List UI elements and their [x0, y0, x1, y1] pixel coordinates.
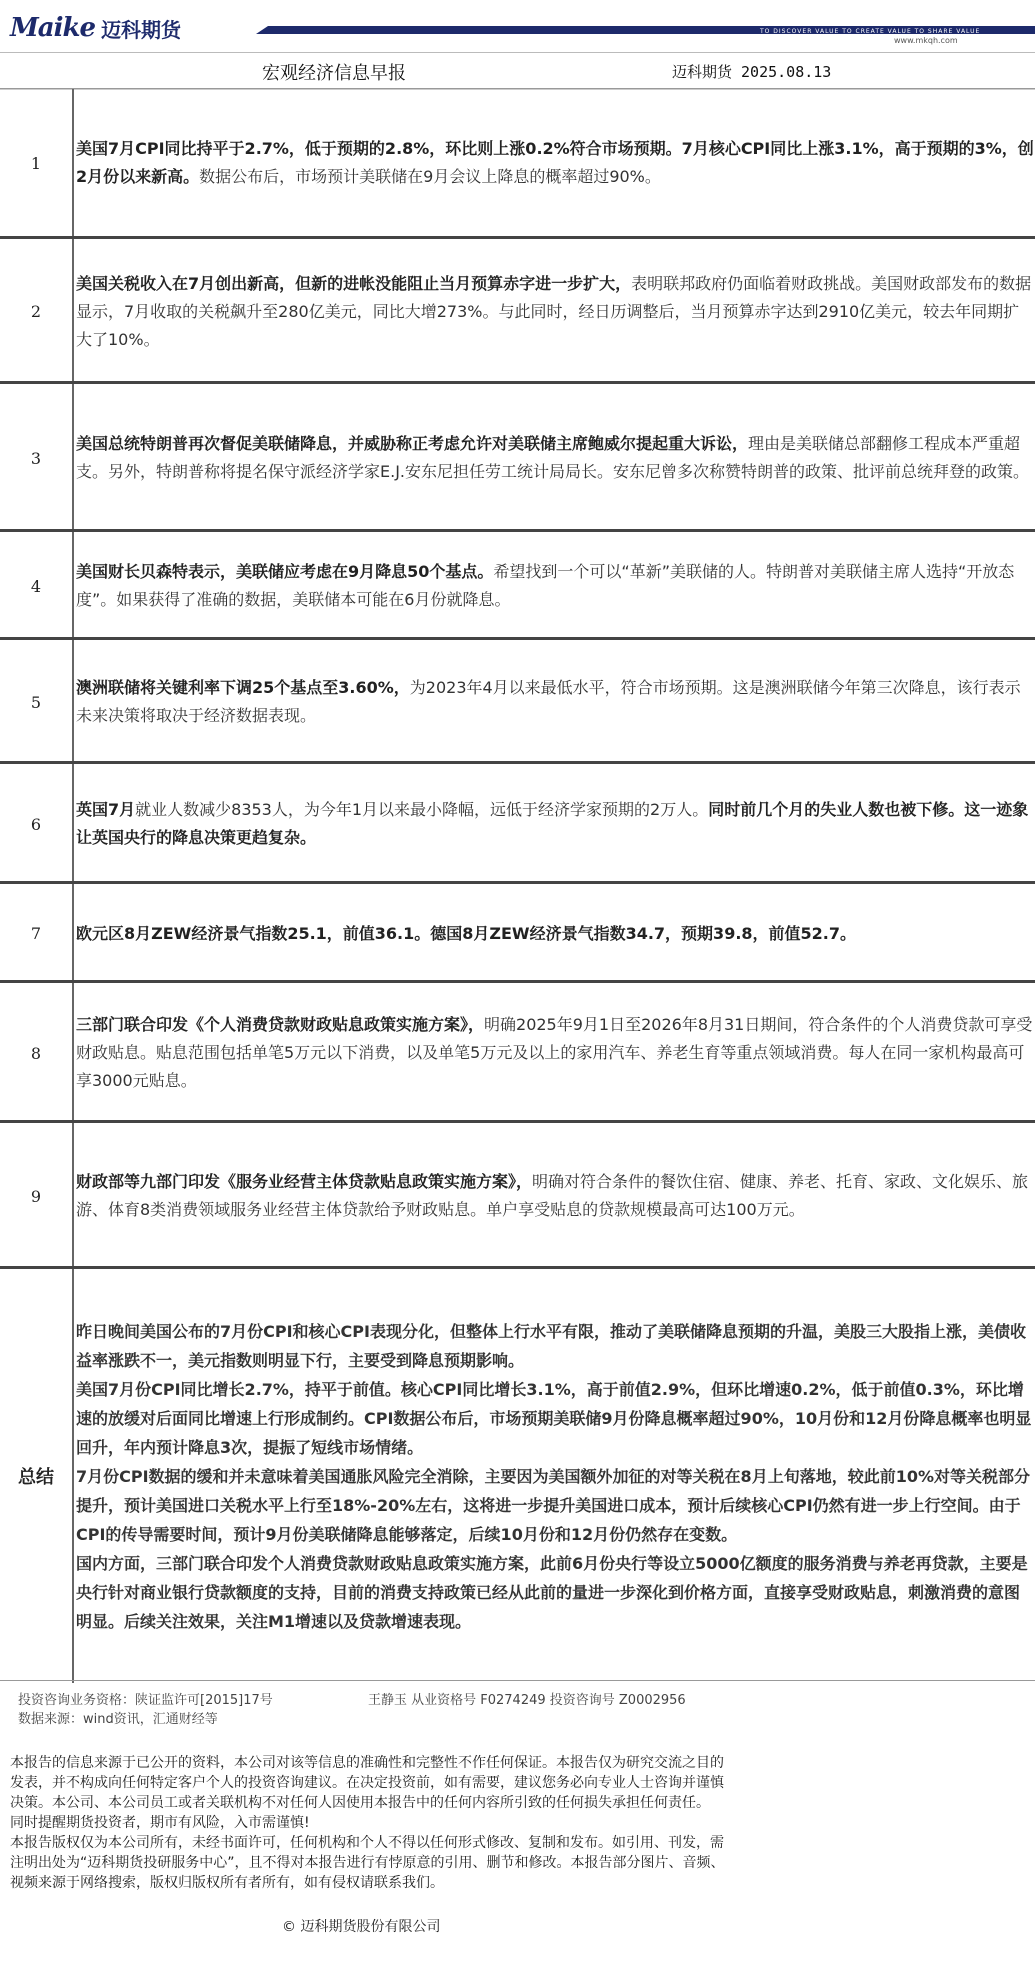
row-text: 数据公布后，市场预计美联储在9月会议上降息的概率超过90%。 [199, 167, 661, 186]
row-number: 5 [0, 640, 74, 764]
row-content [74, 89, 1035, 237]
summary-paragraph: 昨日晚间美国公布的7月份CPI和核心CPI表现分化，但整体上行水平有限，推动了美联储降息预期的升温，美股三大股指上涨，美债收益率涨跌不一，美元指数则明显下行，主要受到降息预期影响。 [76, 1321, 1026, 1370]
row-headline-2: 同时前几个月的失业人数也被下修。这一迹象让英国央行的降息决策更趋复杂。 [76, 800, 1029, 847]
row-content [74, 884, 1035, 983]
risk-warning: 同时提醒期货投资者，期市有风险，入市需谨慎! [10, 1815, 310, 1831]
row-headline: 美国关税收入在7月创出新高，但新的进帐没能阻止当月预算赤字进一步扩大， [76, 273, 632, 293]
table-row [0, 236, 1035, 384]
row-headline: 美国财长贝森特表示，美联储应考虑在9月降息50个基点。 [76, 562, 494, 581]
row-headline: 三部门联合印发《个人消费贷款财政贴息政策实施方案》， [76, 1015, 485, 1034]
row-content [74, 532, 1035, 640]
row-number: 2 [0, 239, 74, 384]
header-slogan: TO DISCOVER VALUE TO CREATE VALUE TO SHARE VALUE [760, 28, 981, 35]
row-content [74, 384, 1035, 532]
row-content [74, 640, 1035, 764]
table-row [0, 529, 1035, 640]
row-headline: 英国7月 [76, 800, 136, 819]
disclaimer-paragraph: 本报告的信息来源于已公开的资料，本公司对该等信息的准确性和完整性不作任何保证。本报告仅为研究交流之目的发表，并不构成向任何特定客户个人的投资咨询建议。在决定投资前，如有需要，建议您务必向专业人士咨询并谨慎决策。本公司、本公司员工或者关联机构不对任何人因使用本报告中的任何内容所引致的任何损失承担任何责任。 [10, 1755, 724, 1811]
row-content [74, 983, 1035, 1123]
summary-paragraph: 国内方面，三部门联合印发个人消费贷款财政贴息政策实施方案，此前6月份央行等设立5000亿额度的服务消费与养老再贷款，主要是央行针对商业银行贷款额度的支持，目前的消费支持政策已经从此前的量进一步深化到价格方面，直接享受财政贴息，刺激消费的意图明显。后续关注效果，关注M1增速以及贷款增速表现。 [76, 1553, 1028, 1631]
summary-paragraph: 7月份CPI数据的缓和并未意味着美国通胀风险完全消除，主要因为美国额外加征的对等关税在8月上旬落地，较此前10%对等关税部分提升，预计美国进口关税水平上行至18%-20%左右，这将进一步提升美国进口成本，预计后续核心CPI仍然有进一步上行空间。由于CPI的传导需要时间，预计9月份美联储降息能够落定，后续10月份和12月份仍然存在变数。 [76, 1466, 1030, 1544]
qualification-text: 投资咨询业务资格：陕证监许可[2015]17号 [18, 1693, 273, 1708]
row-headline: 美国总统特朗普再次督促美联储降息，并威胁称正考虑允许对美联储主席鲍威尔提起重大诉讼， [76, 434, 749, 453]
row-text: 希望找到一个可以“革新”美联储的人。特朗普对美联储主席人选持“开放态度”。如果获得了准确的数据，美联储本可能在6月份就降息。 [76, 562, 1015, 609]
summary-paragraph: 美国7月份CPI同比增长2.7%，持平于前值。核心CPI同比增长3.1%，高于前值2.9%，但环比增速0.2%，低于前值0.3%，环比增速的放缓对后面同比增速上行形成制约。CPI数据公布后，市场预期美联储9月份降息概率超过90%，10月份和12月份降息概率也明显回升，年内预计降息3次，提振了短线市场情绪。 [76, 1379, 1032, 1457]
report-date: 迈科期货 2025.08.13 [672, 63, 832, 81]
copyright-notice: 本报告版权仅为本公司所有，未经书面许可，任何机构和个人不得以任何形式修改、复制和发布。如引用、刊发，需注明出处为“迈科期货投研服务中心”，且不得对本报告进行有悖原意的引用、删节和修改。本报告部分图片、音频、视频来源于网络搜索，版权归版权所有者所有，如有侵权请联系我们。 [10, 1835, 725, 1891]
row-number: 6 [0, 764, 74, 884]
row-number: 9 [0, 1123, 74, 1269]
row-text: 为2023年4月以来最低水平，符合市场预期。这是澳洲联储今年第三次降息，该行表示未来决策将取决于经济数据表现。 [76, 678, 1021, 725]
table-row [0, 1120, 1035, 1269]
analyst-info: 王静玉 从业资格号 F0274249 投资咨询号 Z0002956 [368, 1693, 686, 1708]
logo-chinese: 迈科期货 [101, 17, 182, 42]
row-content [74, 764, 1035, 884]
row-text: 就业人数减少8353人，为今年1月以来最小降幅，远低于经济学家预期的2万人。 [135, 800, 709, 819]
header-url: www.mkqh.com [894, 36, 958, 45]
table-row [0, 761, 1035, 884]
row-headline: 欧元区8月ZEW经济景气指数25.1，前值36.1。德国8月ZEW经济景气指数34.7，预期39.8，前值52.7。 [76, 923, 857, 943]
title-row [0, 52, 1035, 90]
row-content [74, 239, 1035, 384]
table-row [0, 980, 1035, 1123]
page-title: 宏观经济信息早报 [262, 63, 406, 84]
footer [0, 1680, 1035, 1975]
row-number: 8 [0, 983, 74, 1123]
row-headline: 财政部等九部门印发《服务业经营主体贷款贴息政策实施方案》， [76, 1172, 533, 1191]
row-number: 4 [0, 532, 74, 640]
header-banner [0, 0, 1035, 50]
summary-content [74, 1269, 1035, 1683]
row-headline: 澳洲联储将关键利率下调25个基点至3.60%， [76, 678, 410, 697]
summary-label: 总结 [0, 1269, 74, 1683]
row-number: 7 [0, 884, 74, 983]
table-row [0, 88, 1035, 237]
summary-row [0, 1266, 1035, 1683]
row-number: 3 [0, 384, 74, 532]
table-row [0, 881, 1035, 983]
disclaimer [10, 1753, 735, 1893]
logo-english: Maike [10, 13, 96, 43]
table-row [0, 637, 1035, 764]
row-headline: 美国7月CPI同比持平于2.7%，低于预期的2.8%，环比则上涨0.2%符合市场预期。7月核心CPI同比上涨3.1%，高于预期的3%，创2月份以来新高。 [76, 139, 1034, 186]
row-text: 明确2025年9月1日至2026年8月31日期间，符合条件的个人消费贷款可享受财政贴息。贴息范围包括单笔5万元以下消费，以及单笔5万元及以上的家用汽车、养老生育等重点领域消费。每人在同一家机构最高可享3000元贴息。 [76, 1015, 1033, 1090]
row-text: 表明联邦政府仍面临着财政挑战。美国财政部发布的数据显示，7月收取的关税飙升至280亿美元，同比大增273%。与此同时，经日历调整后，当月预算赤字达到2910亿美元，较去年同期扩大了10%。 [76, 273, 1032, 349]
company-logo [10, 14, 181, 42]
data-source: 数据来源：wind资讯，汇通财经等 [18, 1712, 218, 1727]
row-content [74, 1123, 1035, 1269]
row-text: 明确对符合条件的餐饮住宿、健康、养老、托育、家政、文化娱乐、旅游、体育8类消费领域服务业经营主体贷款给予财政贴息。单户享受贴息的贷款规模最高可达100万元。 [76, 1172, 1029, 1219]
row-text: 理由是美联储总部翻修工程成本严重超支。另外，特朗普称将提名保守派经济学家E.J.安东尼担任劳工统计局局长。安东尼曾多次称赞特朗普的政策、批评前总统拜登的政策。 [76, 434, 1030, 481]
row-number: 1 [0, 89, 74, 237]
table-row [0, 381, 1035, 532]
copyright: © 迈科期货股份有限公司 [282, 1919, 441, 1935]
